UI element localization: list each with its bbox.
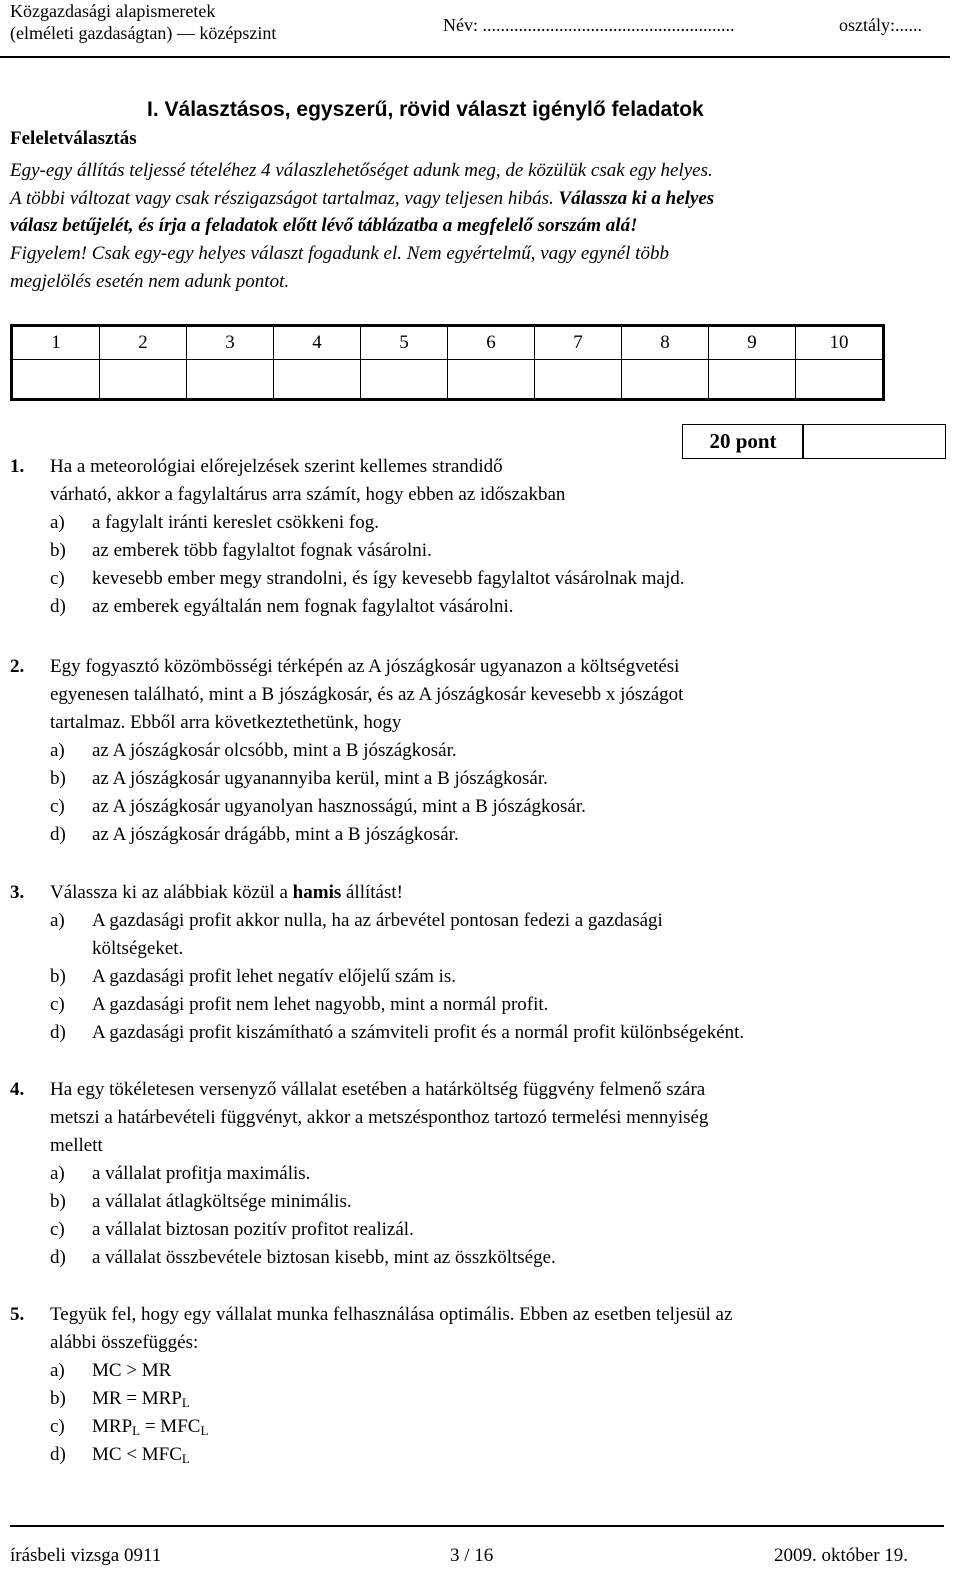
section-subtitle: Feleletválasztás <box>10 128 137 149</box>
answer-cell[interactable] <box>622 360 709 400</box>
formula-subscript: L <box>200 1423 209 1438</box>
question-text: egyenesen található, mint a B jószágkosár, és az A jószágkosár kevesebb x jószágot <box>50 684 684 705</box>
option-text: A gazdasági profit kiszámítható a számviteli profit és a normál profit különbségeként. <box>92 1022 745 1043</box>
intro-text-2a: A többi változat vagy csak részigazságot tartalmaz, vagy teljesen hibás. <box>10 188 554 209</box>
formula-part: MC < MFC <box>92 1444 182 1465</box>
points-label: 20 pont <box>682 424 804 459</box>
header-subject: Közgazdasági alapismeretek <box>10 1 216 21</box>
option-letter: c) <box>50 1219 65 1240</box>
option-letter: d) <box>50 1022 66 1043</box>
option-text: az A jószágkosár olcsóbb, mint a B jószágkosár. <box>92 740 457 761</box>
answer-cell[interactable] <box>448 360 535 400</box>
question-number: 3. <box>10 882 25 903</box>
option-letter: c) <box>50 568 65 589</box>
option-letter: a) <box>50 512 65 533</box>
answer-col-header: 3 <box>187 326 274 360</box>
question-number: 1. <box>10 456 25 477</box>
answer-col-header: 4 <box>274 326 361 360</box>
option-text: a vállalat átlagköltsége minimális. <box>92 1191 352 1212</box>
option-text: az A jószágkosár ugyanolyan hasznosságú, mint a B jószágkosár. <box>92 796 586 817</box>
option-letter: b) <box>50 540 66 561</box>
option-text <box>92 1413 208 1444</box>
answer-cell[interactable] <box>361 360 448 400</box>
answer-col-header: 7 <box>535 326 622 360</box>
option-letter: c) <box>50 796 65 817</box>
question-number: 5. <box>10 1304 25 1325</box>
intro-text-4b: Csak egy-egy helyes választ fogadunk el. <box>91 243 402 264</box>
answer-col-header: 1 <box>12 326 100 360</box>
question-number: 4. <box>10 1079 25 1100</box>
option-letter: d) <box>50 596 66 617</box>
question-text: alábbi összefüggés: <box>50 1332 199 1353</box>
intro-line-1: Egy-egy állítás teljessé tételéhez 4 válaszlehetőséget adunk meg, de közülük csak egy helyes. <box>10 160 713 181</box>
answer-col-header: 9 <box>709 326 796 360</box>
option-text: A gazdasági profit lehet negatív előjelű szám is. <box>92 966 457 987</box>
option-text: A gazdasági profit akkor nulla, ha az árbevétel pontosan fedezi a gazdasági <box>92 910 663 931</box>
option-letter: d) <box>50 1444 66 1465</box>
option-text: az emberek több fagylaltot fognak vásárolni. <box>92 540 432 561</box>
question-keyword: hamis <box>292 882 342 903</box>
option-letter: d) <box>50 824 66 845</box>
option-text: a vállalat biztosan pozitív profitot realizál. <box>92 1219 414 1240</box>
question-text-part: Válassza ki az alábbiak közül a <box>50 882 288 903</box>
option-letter: c) <box>50 994 65 1015</box>
intro-text-4c: Nem egyértelmű, vagy egynél több <box>406 243 669 264</box>
footer-rule <box>10 1525 944 1527</box>
answer-cell[interactable] <box>535 360 622 400</box>
question-text <box>50 879 403 906</box>
intro-line-4 <box>10 240 669 267</box>
answer-cell[interactable] <box>187 360 274 400</box>
question-number: 2. <box>10 656 25 677</box>
option-text: az A jószágkosár ugyanannyiba kerül, mint a B jószágkosár. <box>92 768 548 789</box>
option-text <box>92 1385 190 1416</box>
formula-subscript: L <box>181 1451 190 1466</box>
formula-part: MR = MRP <box>92 1388 182 1409</box>
option-text: az A jószágkosár drágább, mint a B jószágkosár. <box>92 824 459 845</box>
formula-part: = MFC <box>140 1416 201 1437</box>
intro-warning: Figyelem! <box>10 243 88 264</box>
option-text: MC > MR <box>92 1360 172 1381</box>
option-text: a fagylalt iránti kereslet csökkeni fog. <box>92 512 380 533</box>
section-title: I. Választásos, egyszerű, rövid választ igénylő feladatok <box>147 98 704 121</box>
question-text: metszi a határbevételi függvényt, akkor a metszésponthoz tartozó termelési mennyiség <box>50 1107 709 1128</box>
question-text: Ha egy tökéletesen versenyző vállalat esetében a határköltség függvény felmenő szára <box>50 1079 706 1100</box>
answer-col-header: 8 <box>622 326 709 360</box>
answer-col-header: 6 <box>448 326 535 360</box>
option-letter: d) <box>50 1247 66 1268</box>
option-text: a vállalat összbevétele biztosan kisebb, mint az összköltsége. <box>92 1247 556 1268</box>
answer-col-header: 5 <box>361 326 448 360</box>
option-text: a vállalat profitja maximális. <box>92 1163 311 1184</box>
option-letter: a) <box>50 910 65 931</box>
footer-date: 2009. október 19. <box>774 1545 909 1566</box>
header-name-field: Név: ........................................................ <box>443 15 735 35</box>
question-text: Tegyük fel, hogy egy vállalat munka felhasználása optimális. Ebben az esetben teljesül az <box>50 1304 733 1325</box>
question-text: tartalmaz. Ebből arra következtethetünk, hogy <box>50 712 402 733</box>
answer-cell[interactable] <box>100 360 187 400</box>
option-text: kevesebb ember megy strandolni, és így kevesebb fagylaltot vásárolnak majd. <box>92 568 685 589</box>
intro-line-2 <box>10 185 714 212</box>
intro-text-2b: Válassza ki a helyes <box>558 188 715 209</box>
question-text: Egy fogyasztó közömbösségi térképén az A jószágkosár ugyanazon a költségvetési <box>50 656 680 677</box>
question-text-part: állítást! <box>346 882 403 903</box>
intro-line-5: megjelölés esetén nem adunk pontot. <box>10 271 290 292</box>
option-letter: a) <box>50 1360 65 1381</box>
option-letter: b) <box>50 768 66 789</box>
answer-col-header: 10 <box>796 326 884 360</box>
answer-table <box>10 324 885 401</box>
formula-subscript: L <box>132 1423 141 1438</box>
header-class-field: osztály:...... <box>839 15 922 35</box>
header-level: (elméleti gazdaságtan) — középszint <box>10 23 277 43</box>
header-rule <box>0 56 950 58</box>
question-text: Ha a meteorológiai előrejelzések szerint kellemes strandidő <box>50 456 503 477</box>
footer-exam-code: írásbeli vizsga 0911 <box>10 1545 162 1566</box>
answer-cell[interactable] <box>274 360 361 400</box>
formula-subscript: L <box>181 1395 190 1410</box>
formula-part: MRP <box>92 1416 133 1437</box>
answer-cell[interactable] <box>12 360 100 400</box>
answer-cell[interactable] <box>796 360 884 400</box>
option-letter: a) <box>50 1163 65 1184</box>
option-letter: b) <box>50 966 66 987</box>
option-letter: b) <box>50 1191 66 1212</box>
option-text: A gazdasági profit nem lehet nagyobb, mint a normál profit. <box>92 994 549 1015</box>
option-letter: c) <box>50 1416 65 1437</box>
footer-page-number: 3 / 16 <box>450 1545 494 1566</box>
option-letter: b) <box>50 1388 66 1409</box>
answer-cell[interactable] <box>709 360 796 400</box>
answer-col-header: 2 <box>100 326 187 360</box>
question-text: mellett <box>50 1135 103 1156</box>
option-text <box>92 1441 190 1472</box>
option-text: az emberek egyáltalán nem fognak fagylaltot vásárolni. <box>92 596 514 617</box>
points-input-box[interactable] <box>802 424 946 459</box>
option-letter: a) <box>50 740 65 761</box>
option-text: költségeket. <box>92 938 184 959</box>
question-text: várható, akkor a fagylaltárus arra számít, hogy ebben az időszakban <box>50 484 566 505</box>
intro-line-3: válasz betűjelét, és írja a feladatok előtt lévő táblázatba a megfelelő sorszám alá! <box>10 215 638 236</box>
